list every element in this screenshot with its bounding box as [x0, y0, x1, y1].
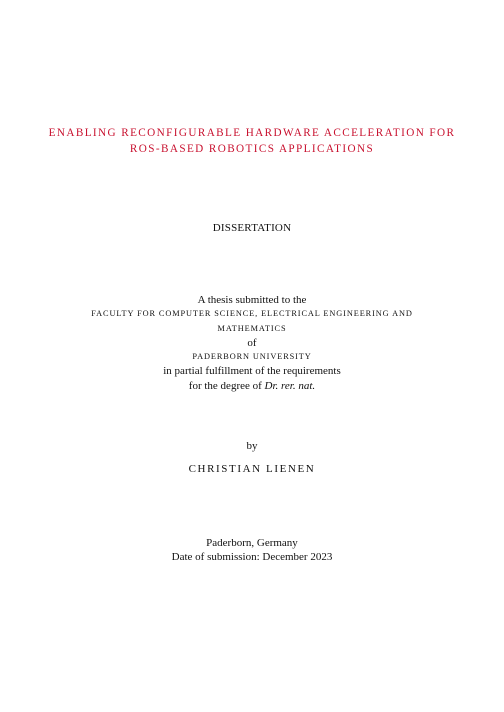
submission-date: Date of submission: December 2023	[171, 551, 333, 564]
thesis-title-line-2: ROS-BASED ROBOTICS APPLICATIONS	[129, 142, 375, 155]
degree-line	[60, 379, 444, 393]
submission-info	[0, 536, 504, 565]
fulfillment-text: in partial fulfillment of the requirements	[163, 365, 341, 378]
of-text: of	[247, 336, 257, 349]
document-type: DISSERTATION	[212, 222, 292, 234]
faculty-line-1: FACULTY FOR COMPUTER SCIENCE, ELECTRICAL ENGINEERING AND	[91, 309, 413, 319]
thesis-title	[40, 126, 464, 157]
location-text: Paderborn, Germany	[206, 537, 298, 549]
thesis-title-line-1: ENABLING RECONFIGURABLE HARDWARE ACCELERATION FOR	[48, 127, 456, 139]
degree-name: Dr. rer. nat.	[264, 379, 316, 392]
faculty-line-2: MATHEMATICS	[217, 323, 287, 333]
university-name: PADERBORN UNIVERSITY	[192, 352, 312, 362]
author-name: CHRISTIAN LIENEN	[188, 463, 316, 475]
degree-prefix: for the degree of	[188, 379, 265, 392]
submitted-to-text: A thesis submitted to the	[197, 294, 307, 306]
by-text: by	[246, 440, 258, 452]
thesis-statement	[60, 293, 444, 393]
